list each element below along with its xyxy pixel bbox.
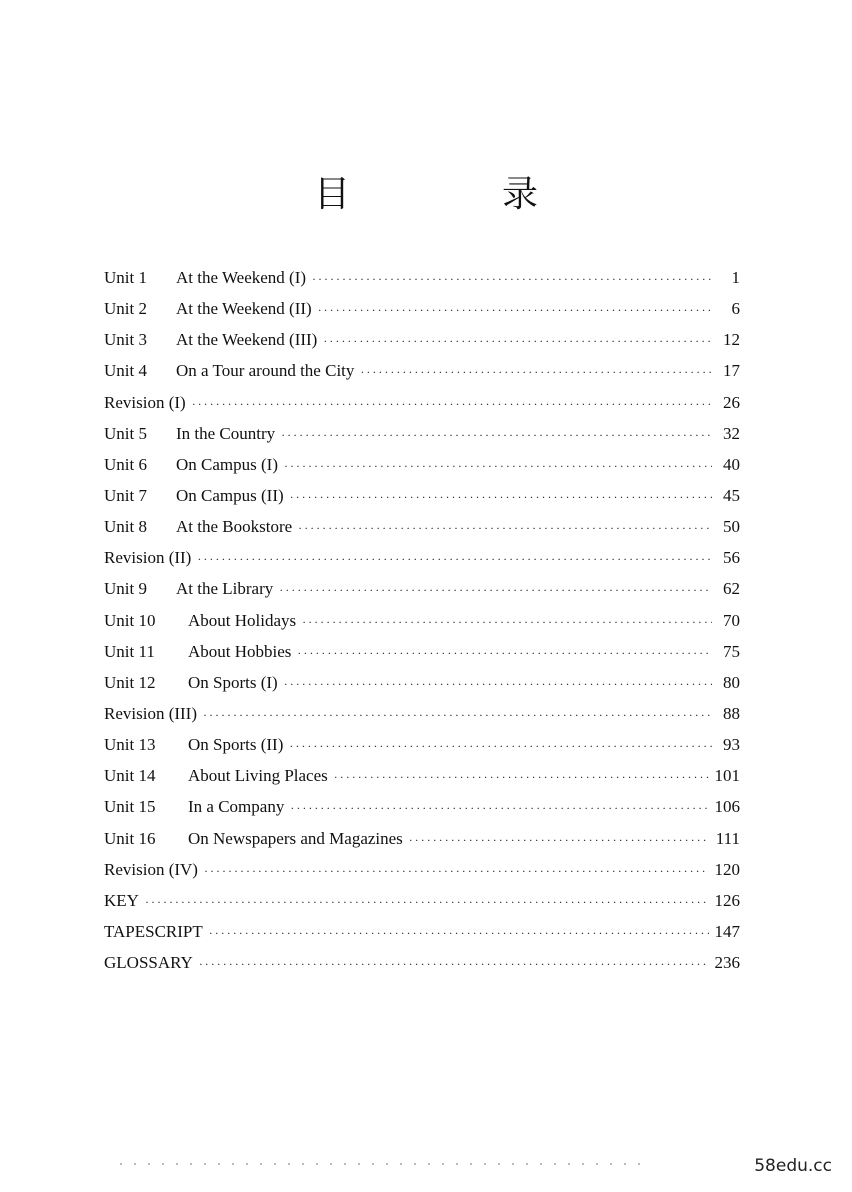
toc-entry-label xyxy=(104,642,291,662)
toc-entry-unit: Unit 7 xyxy=(104,485,147,505)
dot-leader xyxy=(297,646,712,661)
toc-entry-unit: Unit 16 xyxy=(104,828,156,848)
dot-leader xyxy=(192,397,712,412)
toc-entry-page: 62 xyxy=(723,579,740,599)
toc-entry-label xyxy=(104,611,296,631)
toc-entry-label xyxy=(104,393,186,413)
toc-entry-title: At the Weekend (II) xyxy=(176,299,312,319)
dot-leader xyxy=(284,677,712,692)
toc-entry-unit: TAPESCRIPT xyxy=(104,921,203,941)
toc-entry-label xyxy=(104,268,306,288)
toc-entry-unit: Revision (III) xyxy=(104,703,198,723)
toc-entry-label xyxy=(104,922,203,942)
toc-entry-page: 1 xyxy=(731,268,740,287)
toc-entry-label xyxy=(104,953,193,973)
toc-entry-page: 120 xyxy=(714,859,740,879)
toc-entry-unit: Unit 13 xyxy=(104,735,156,755)
dot-leader xyxy=(302,615,712,630)
toc-entry-label xyxy=(104,330,317,350)
toc-entry-title: At the Bookstore xyxy=(176,517,293,537)
toc-entry-title: In the Country xyxy=(176,423,276,443)
page-title: 目 录 xyxy=(313,174,596,215)
toc-entry-page: 93 xyxy=(723,735,740,755)
toc-entry-unit: Unit 3 xyxy=(104,330,147,350)
toc-entry-page: 40 xyxy=(723,454,740,474)
toc-entry xyxy=(104,704,740,735)
toc-entry xyxy=(104,735,740,766)
toc-entry-page: 12 xyxy=(723,330,740,350)
toc-entry-title: At the Weekend (III) xyxy=(176,330,318,350)
toc-entry xyxy=(104,922,740,953)
toc-entry-unit: Unit 11 xyxy=(104,641,155,661)
toc-entry xyxy=(104,486,740,517)
toc-entry-title: On Sports (II) xyxy=(188,735,284,755)
toc-entry-page: 6 xyxy=(731,299,740,319)
toc-entry xyxy=(104,829,740,860)
toc-entry-page: 70 xyxy=(723,610,740,630)
toc-entry-unit: Revision (IV) xyxy=(104,859,198,879)
toc-entry-page: 56 xyxy=(723,548,740,568)
toc-entry-page: 111 xyxy=(715,828,740,848)
dot-leader xyxy=(409,833,710,848)
toc-entry-unit: Unit 15 xyxy=(104,797,156,817)
toc-entry-title: On Campus (II) xyxy=(176,485,284,505)
toc-entry-unit: GLOSSARY xyxy=(104,953,193,973)
toc-entry-title: About Holidays xyxy=(188,610,297,630)
toc-entry xyxy=(104,455,740,486)
toc-entry-label xyxy=(104,455,278,475)
toc-entry xyxy=(104,361,740,392)
toc-entry-title: On Campus (I) xyxy=(176,454,278,474)
toc-entry-page: 26 xyxy=(723,392,740,412)
dot-leader xyxy=(289,739,712,754)
scan-artifact-line xyxy=(120,1163,640,1165)
toc-entry-title: At the Library xyxy=(176,579,274,599)
toc-entry-page: 75 xyxy=(723,641,740,661)
toc-entry-title: About Living Places xyxy=(188,766,328,786)
toc-entry-label xyxy=(104,673,278,693)
toc-entry-label xyxy=(104,891,139,911)
toc-entry-page: 126 xyxy=(714,890,740,910)
toc-entry xyxy=(104,330,740,361)
toc-entry-unit: Unit 8 xyxy=(104,517,147,537)
toc-entry-label xyxy=(104,704,197,724)
toc-entry-label xyxy=(104,735,283,755)
toc-entry xyxy=(104,860,740,891)
toc-entry-page: 236 xyxy=(714,953,740,973)
dot-leader xyxy=(209,926,709,941)
toc-entry xyxy=(104,517,740,548)
dot-leader xyxy=(203,708,712,723)
dot-leader xyxy=(312,272,712,287)
toc-entry-page: 147 xyxy=(714,921,740,941)
toc-entry xyxy=(104,424,740,455)
toc-entry-unit: Unit 12 xyxy=(104,672,156,692)
toc-entry-unit: Revision (I) xyxy=(104,392,186,412)
toc-entry xyxy=(104,611,740,642)
toc-entry-title: On a Tour around the City xyxy=(176,361,355,381)
toc-entry-unit: Unit 2 xyxy=(104,299,147,319)
dot-leader xyxy=(298,521,712,536)
toc-entry-label xyxy=(104,766,328,786)
toc-entry-label xyxy=(104,299,312,319)
table-of-contents xyxy=(104,268,740,984)
dot-leader xyxy=(318,303,712,318)
toc-entry-label xyxy=(104,548,191,568)
toc-entry-page: 106 xyxy=(714,797,740,817)
dot-leader xyxy=(145,895,709,910)
toc-entry-page: 50 xyxy=(723,517,740,537)
dot-leader xyxy=(290,490,712,505)
toc-entry-page: 17 xyxy=(723,361,740,381)
toc-entry-label xyxy=(104,361,354,381)
dot-leader xyxy=(281,428,712,443)
toc-entry-label xyxy=(104,486,284,506)
toc-entry-page: 80 xyxy=(723,672,740,692)
toc-entry-unit: Unit 5 xyxy=(104,423,147,443)
toc-entry xyxy=(104,673,740,704)
toc-entry-title: On Newspapers and Magazines xyxy=(188,828,403,848)
toc-entry xyxy=(104,642,740,673)
dot-leader xyxy=(323,334,712,349)
toc-entry-unit: Unit 9 xyxy=(104,579,147,599)
toc-entry-unit: Unit 6 xyxy=(104,454,147,474)
toc-entry-page: 45 xyxy=(723,485,740,505)
toc-entry-unit: Unit 1 xyxy=(104,268,147,287)
dot-leader xyxy=(204,864,709,879)
toc-entry-title: On Sports (I) xyxy=(188,672,278,692)
toc-entry-unit: Unit 14 xyxy=(104,766,156,786)
dot-leader xyxy=(360,365,712,380)
toc-entry xyxy=(104,299,740,330)
toc-entry-unit: Revision (II) xyxy=(104,548,192,568)
toc-entry-title: About Hobbies xyxy=(188,641,292,661)
toc-entry-unit: Unit 10 xyxy=(104,610,156,630)
toc-entry-label xyxy=(104,860,198,880)
toc-entry-page: 88 xyxy=(723,703,740,723)
dot-leader xyxy=(284,459,712,474)
toc-entry-label xyxy=(104,579,273,599)
toc-entry-label xyxy=(104,829,403,849)
toc-entry xyxy=(104,579,740,610)
dot-leader xyxy=(279,583,712,598)
toc-entry-unit: KEY xyxy=(104,890,139,910)
toc-entry-label xyxy=(104,797,284,817)
toc-entry xyxy=(104,548,740,579)
dot-leader xyxy=(197,552,712,567)
toc-entry xyxy=(104,393,740,424)
toc-entry xyxy=(104,953,740,984)
toc-entry-unit: Unit 4 xyxy=(104,361,147,381)
toc-entry-title: In a Company xyxy=(188,797,285,817)
watermark: 58edu.cc xyxy=(754,1156,832,1176)
toc-entry-page: 101 xyxy=(714,766,740,786)
toc-entry-page: 32 xyxy=(723,423,740,443)
toc-entry xyxy=(104,268,740,299)
toc-entry xyxy=(104,891,740,922)
toc-entry-label xyxy=(104,517,292,537)
dot-leader xyxy=(199,957,709,972)
toc-entry-title: At the Weekend (I) xyxy=(176,268,307,287)
dot-leader xyxy=(290,801,708,816)
toc-entry-label xyxy=(104,424,275,444)
toc-entry xyxy=(104,797,740,828)
dot-leader xyxy=(334,770,709,785)
toc-entry xyxy=(104,766,740,797)
